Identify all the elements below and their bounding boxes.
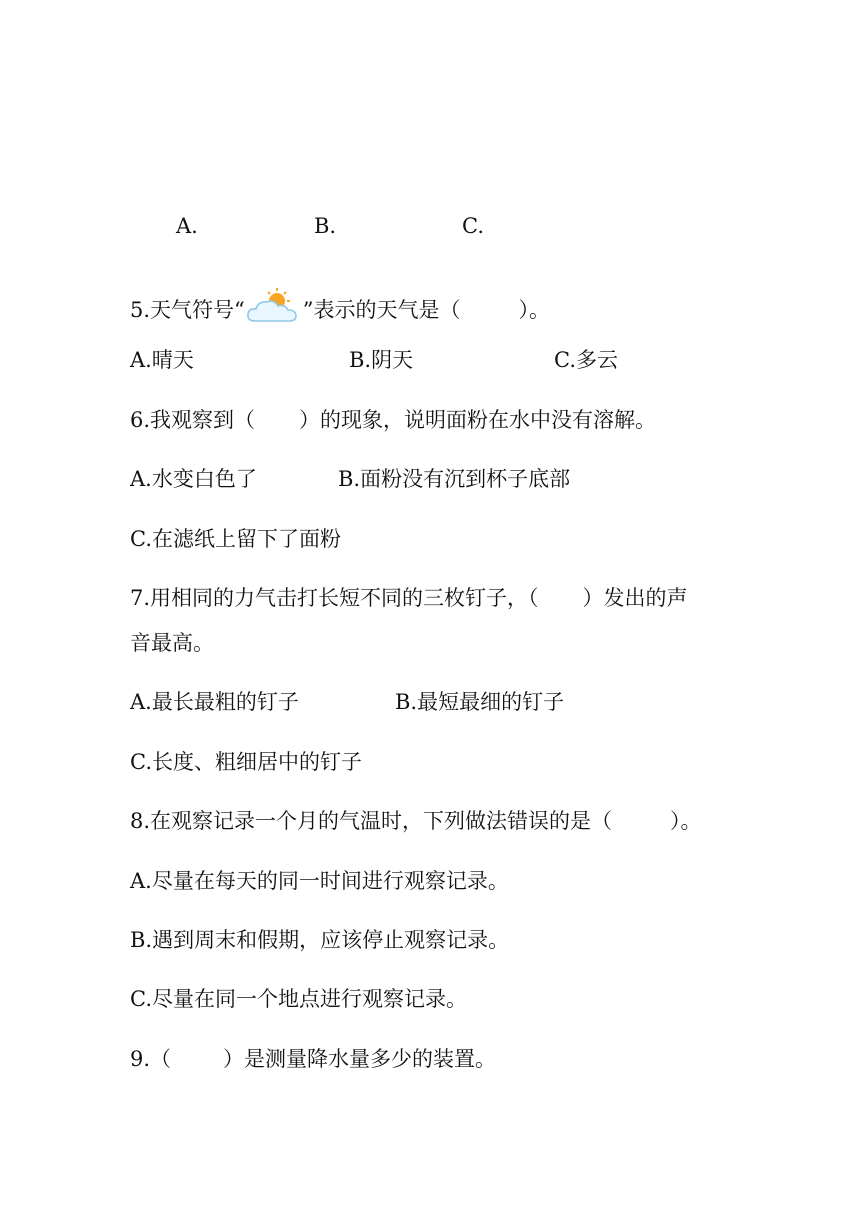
partly-cloudy-icon bbox=[245, 287, 303, 327]
q7-suffix: ）发出的声 bbox=[582, 586, 688, 610]
q5-option-a: A.晴天 bbox=[130, 348, 194, 372]
q8-prefix: 8.在观察记录一个月的气温时，下列做法错误的是（ bbox=[130, 809, 613, 833]
q5-suffix: ”表示的天气是（ bbox=[302, 298, 461, 322]
q7-prefix: 7.用相同的力气击打长短不同的三枚钉子，（ bbox=[130, 586, 539, 610]
q8-option-b: B.遇到周末和假期，应该停止观察记录。 bbox=[130, 928, 510, 952]
q6-suffix: ）的现象，说明面粉在水中没有溶解。 bbox=[299, 408, 657, 432]
q6-prefix: 6.我观察到（ bbox=[130, 408, 256, 432]
q6-option-a: A.水变白色了 bbox=[130, 467, 257, 491]
q5-end: ）。 bbox=[518, 298, 551, 322]
question-9 bbox=[130, 1045, 496, 1073]
q9-prefix: 9.（ bbox=[130, 1047, 172, 1071]
q7-option-b: B.最短最细的钉子 bbox=[395, 690, 565, 714]
q7-option-a: A.最长最粗的钉子 bbox=[130, 690, 299, 714]
question-5 bbox=[130, 287, 550, 327]
q8-option-a: A.尽量在每天的同一时间进行观察记录。 bbox=[130, 869, 509, 893]
q5-option-b: B.阴天 bbox=[349, 348, 414, 372]
q8-option-c: C.尽量在同一个地点进行观察记录。 bbox=[130, 987, 467, 1011]
q5-prefix: 5.天气符号“ bbox=[130, 298, 245, 322]
q8-end: ）。 bbox=[670, 809, 702, 833]
q5-option-c: C.多云 bbox=[554, 348, 618, 372]
q6-option-c: C.在滤纸上留下了面粉 bbox=[130, 527, 341, 551]
question-8 bbox=[130, 807, 702, 835]
q7-line-2: 音最高。 bbox=[130, 631, 214, 655]
q4-option-a: A. bbox=[176, 214, 198, 238]
question-7 bbox=[130, 584, 688, 612]
q4-option-b: B. bbox=[314, 214, 337, 238]
question-6 bbox=[130, 406, 656, 434]
q9-suffix: ）是测量降水量多少的装置。 bbox=[223, 1047, 497, 1071]
q4-option-c: C. bbox=[462, 214, 484, 238]
q7-option-c: C.长度、粗细居中的钉子 bbox=[130, 750, 362, 774]
q6-option-b: B.面粉没有沉到杯子底部 bbox=[338, 467, 571, 491]
